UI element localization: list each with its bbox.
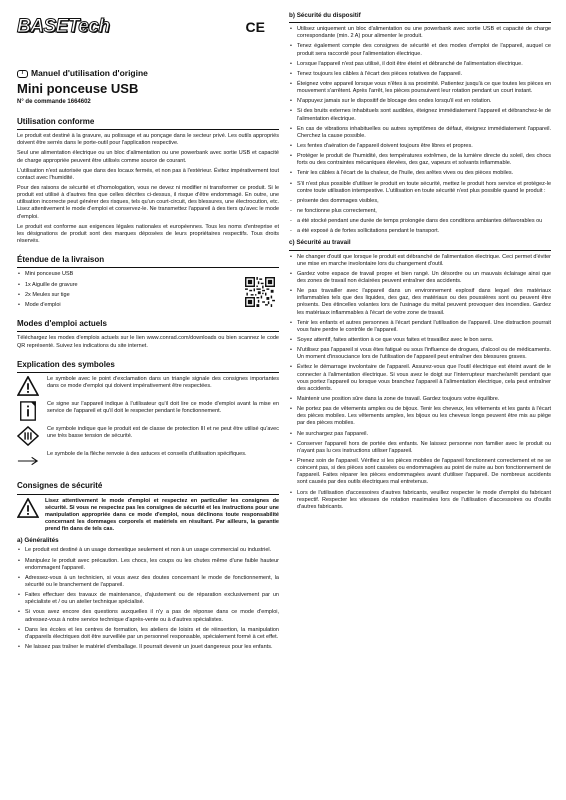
read-manual-icon [17,401,39,421]
list-item: • N'utilisez pas l'appareil si vous êtes fatigué ou sous l'influence de drogues, d'alcool ou de médicaments. Un moment d'insouciance lors de l'utilisation de l'appareil peut entraîner des blessures graves. [289,347,551,361]
arrow-icon [17,451,39,471]
list-item: • Ne changer d'outil que lorsque le produit est débranché de l'alimentation électrique. Ceci permet d'éviter une mise en marche involontaire lors du changement d'outil. [289,254,551,268]
class-iii-icon [17,426,39,446]
usage-paragraph: Seul une alimentation électrique ou un bloc d'alimentation ou une powerbank avec sortie USB et capacité de charge appropriée peuvent être utilisés comme source de courant. [17,150,279,164]
general-heading: a) Généralités [17,537,59,545]
right-column [289,12,551,514]
list-item: • Tenir les câbles à l'écart de la chaleur, de l'huile, des arêtes vives ou des pièces mobiles. [289,170,551,177]
list-item: • Protéger le produit de l'humidité, des températures extrêmes, de la lumière directe du soleil, des chocs forts ou des contraintes mécaniques élevées, des gaz, vapeurs et solvants inflammable. [289,153,551,167]
list-item: • Évitez le démarrage involontaire de l'appareil. Assurez-vous que l'outil électrique est éteint avant de le connecter à l'alimentation électrique. Si vous avez le doigt sur l'interrupteur marche/arrêt pendant que vous portez l'appareil ou lorsque vous branchez l'appareil à l'alimentation électrique, cela peut entraîner des accidents. [289,364,551,393]
list-item: • 1x Aiguille de gravure [17,282,279,289]
manuals-text: Téléchargez les modes d'emplois actuels sur le lien www.conrad.com/downloads ou bien scannez le code QR représenté. Suivez les indications du site internet. [17,335,279,349]
manual-label-row [17,68,279,79]
work-heading: c) Sécurité au travail [289,239,351,247]
left-column [17,12,279,654]
device-list [289,26,551,195]
info-icon: i [17,70,28,78]
device-sub-list [289,198,551,236]
list-item: • Le produit est destiné à un usage domestique seulement et non à un usage commercial ou industriel. [17,547,279,554]
list-item: • Tenir les enfants et autres personnes à l'écart pendant l'utilisation de l'appareil. Une distraction pourrait vous faire perdre le contrôle de l'appareil. [289,320,551,334]
list-item: • Tenez toujours les câbles à l'écart des pièces rotatives de l'appareil. [289,71,551,78]
list-item: • Ne laissez pas traîner le matériel d'emballage. Il pourrait devenir un jouet dangereux pour les enfants. [17,644,279,651]
divider [289,250,551,251]
symbol-text: Ce symbole indique que le produit est de classe de protection III et ne peut être utilisé qu'avec une très basse tension de sécurité. [47,426,279,440]
list-item: • Dans les écoles et les centres de formation, les ateliers de loisirs et de réinsertion, la manipulation d'appareils électriques doit être surveillée par un personnel responsable, spécialement formé à cet effet. [17,627,279,641]
symbol-text: Le symbole avec le point d'exclamation dans un triangle signale des consignes importantes dans ce mode d'emploi qui doivent impérativement être respectées. [47,376,279,390]
order-number: N° de commande 1664602 [17,98,91,105]
usage-paragraph: Le produit est conforme aux exigences légales nationales et européennes. Tous les noms d'entreprise et les désignations de produit sont des marques déposées de leurs propriétaires respectifs. Tous droits réservés. [17,223,279,244]
list-item: • En cas de vibrations inhabituelles ou autres symptômes de défaut, éteignez immédiatement l'appareil. Cherchez la cause possible. [289,126,551,140]
divider [289,22,551,23]
ce-mark-icon: CE [245,18,265,35]
list-item: • Tenez également compte des consignes de sécurité et des modes d'emploi de l'appareil, auquel ce produit sera raccordé pour l'alimentation électrique. [289,43,551,57]
list-item: - ne fonctionne plus correctement, [289,208,551,215]
warning-triangle-icon [17,498,39,518]
symbols-heading: Explication des symboles [17,359,115,369]
symbol-row [17,426,279,446]
list-item: • Si des bruits externes inhabituels sont audibles, éteignez immédiatement l'appareil et débranchez-le de l'alimentation électrique. [289,108,551,122]
safety-intro-box [17,498,279,534]
list-item: • Conserver l'appareil hors de portée des enfants. Ne laissez personne non familier avec le produit ou n'ayant pas lu ces instructions utiliser l'appareil. [289,441,551,455]
list-item: • Lorsque l'appareil n'est pas utilisé, il doit être éteint et débranché de l'alimentation électrique. [289,61,551,68]
manual-label: Manuel d'utilisation d'origine [31,68,148,78]
safety-intro: Lisez attentivement le mode d'emploi et respectez en particulier les consignes de sécurité. Si vous ne respectez pas les consignes de sécurité et les instructions pour une manipulation appropriée dans ce mode d'emploi, nous déclinons toute responsabilité concernant les dommages corporels et matériels en résultant. Par ailleurs, la garantie prend fin dans de tels cas. [45,497,279,533]
usage-paragraph: L'utilisation n'est autorisée que dans des locaux fermés, et non pas à l'extérieur. Évitez impérativement tout contact avec l'humidité. [17,167,279,181]
divider [17,494,279,495]
warning-triangle-icon [17,376,39,396]
list-item: • Ne portez pas de vêtements amples ou de bijoux. Tenir les cheveux, les vêtements et les gants à l'écart des pièces mobiles. Les vêtements amples, les bijoux ou les cheveux longs peuvent être mis au piège par des pièces mobiles. [289,406,551,427]
list-item: • Faites effectuer des travaux de maintenance, d'ajustement ou de réparation exclusivement par un spécialiste et / ou un atelier technique spécialisé. [17,592,279,606]
delivery-section [17,255,279,309]
list-item: • Soyez attentif, faites attention à ce que vous faites et travaillez avec le bon sens. [289,337,551,344]
list-item: - a été stocké pendant une durée de temps prolongée dans des conditions ambiantes défavorables ou [289,218,551,225]
list-item: • Les fentes d'aération de l'appareil doivent toujours être libres et propres. [289,143,551,150]
list-item: • Mode d'emploi [17,302,279,309]
list-item: • Ne pas travailler avec l'appareil dans un environnement explosif dans lequel des matériaux inflammables tels que des liquides, des gaz, des matériaux ou des poussières sont ou peuvent être présents. Des étincelles volantes lors de l'usinage du métal peuvent provoquer des incendies. Gardez les matériaux inflammables à l'écart de votre zone de travail. [289,288,551,317]
safety-heading: Consignes de sécurité [17,481,103,491]
list-item: • Prenez soin de l'appareil. Vérifiez si les pièces mobiles de l'appareil fonctionnent correctement et ne se coincent pas, si des pièces sont cassées ou endommagées au point de nuire au bon fonctionnement de l'appareil. Faites réparer les pièces endommagées avant d'utiliser l'appareil. De nombreux accidents sont causés par des outils électriques mal entretenus. [289,458,551,487]
usage-paragraph: Pour des raisons de sécurité et d'homologation, vous ne devez ni modifier ni transformer ce produit. Si le produit est utilisé à d'autres fins que celles décrites ci-dessus, il risque d'être endommagé. En outre, une utilisation incorrecte peut générer des risques, tels qu'un court-circuit, des blessures, une électrocution, etc. Lisez attentivement le mode d'emploi et conservez-le. Ne transmettez l'appareil à des tiers qu'avec le mode d'emploi. [17,184,279,220]
symbol-row [17,376,279,396]
delivery-heading: Étendue de la livraison [17,255,105,265]
list-item: • 2x Meules sur tige [17,292,279,299]
delivery-list [17,271,279,309]
list-item: - présente des dommages visibles, [289,198,551,205]
general-list [17,547,279,651]
divider [17,267,279,268]
list-item: • S'il n'est plus possible d'utiliser le produit en toute sécurité, mettez le produit hors service et protégez-le contre toute utilisation intempestive. L'utilisation en toute sécurité n'est plus possible quand le produit : [289,181,551,195]
list-item: • Maintenir une position sûre dans la zone de travail. Gardez toujours votre équilibre. [289,396,551,403]
symbol-text: Le symbole de la flèche renvoie à des astuces et conseils d'utilisation spécifiques. [47,451,247,458]
symbol-row [17,401,279,421]
list-item: • Si vous avez encore des questions auxquelles il n'y a pas de réponse dans ce mode d'emploi, adressez-vous à notre service technique d'après-vente ou à d'autres spécialistes. [17,609,279,623]
brand-logo: BASETech [17,15,110,37]
product-title: Mini ponceuse USB [17,81,139,97]
usage-heading: Utilisation conforme [17,116,95,126]
list-item: • Ne surchargez pas l'appareil. [289,431,551,438]
list-item: • Éteignez votre appareil lorsque vous n'êtes à sa proximité. Patientez jusqu'à ce que toutes les pièces en mouvement s'arrêtent. Après l'arrêt, les pièces poursuivent leur rotation pendant un court instant. [289,81,551,95]
list-item: • Gardez votre espace de travail propre et bien rangé. Un désordre ou un mauvais éclairage ainsi que des zones de travail non éclairées peuvent entraîner des accidents. [289,271,551,285]
list-item: • Mini ponceuse USB [17,271,279,278]
usage-paragraph: Le produit est destiné à la gravure, au polissage et au ponçage dans le secteur privé. Les outils appropriés doivent être serrés dans le porte-outil pour l'application respective. [17,133,279,147]
device-heading: b) Sécurité du dispositif [289,12,361,19]
list-item: • Lors de l'utilisation d'accessoires d'autres fabricants, veuillez respecter le mode d'emploi du fabricant respectif. Respecter les vitesses de rotation maximales lors de l'utilisation d'accessoires ou d'outils d'autres fabricants. [289,490,551,511]
header-row [17,12,279,42]
qr-code-icon[interactable] [245,277,275,307]
divider [17,331,279,332]
list-item: • Adressez-vous à un technicien, si vous avez des doutes concernant le mode de fonctionnement, la sécurité ou le branchement de l'appareil. [17,575,279,589]
downloads-link[interactable]: www.conrad.com/downloads [146,335,217,342]
list-item: - a été exposé à de fortes sollicitations pendant le transport. [289,228,551,235]
list-item: • N'appuyez jamais sur le dispositif de blocage des ondes lorsqu'il est en rotation. [289,98,551,105]
divider [17,372,279,373]
symbol-text: Ce signe sur l'appareil indique à l'utilisateur qu'il doit lire ce mode d'emploi avant la mise en service de l'appareil et qu'il doit le respecter pendant le fonctionnement. [47,401,279,415]
divider [17,129,279,130]
manuals-heading: Modes d'emploi actuels [17,319,107,329]
symbol-row [17,451,279,471]
list-item: • Utilisez uniquement un bloc d'alimentation ou une powerbank avec sortie USB et capacité de charge correspondante (min. 2 A) pour alimenter le produit. [289,26,551,40]
work-list [289,254,551,511]
list-item: • Manipulez le produit avec précaution. Les chocs, les coups ou les chutes même d'une faible hauteur endommagent l'appareil. [17,558,279,572]
